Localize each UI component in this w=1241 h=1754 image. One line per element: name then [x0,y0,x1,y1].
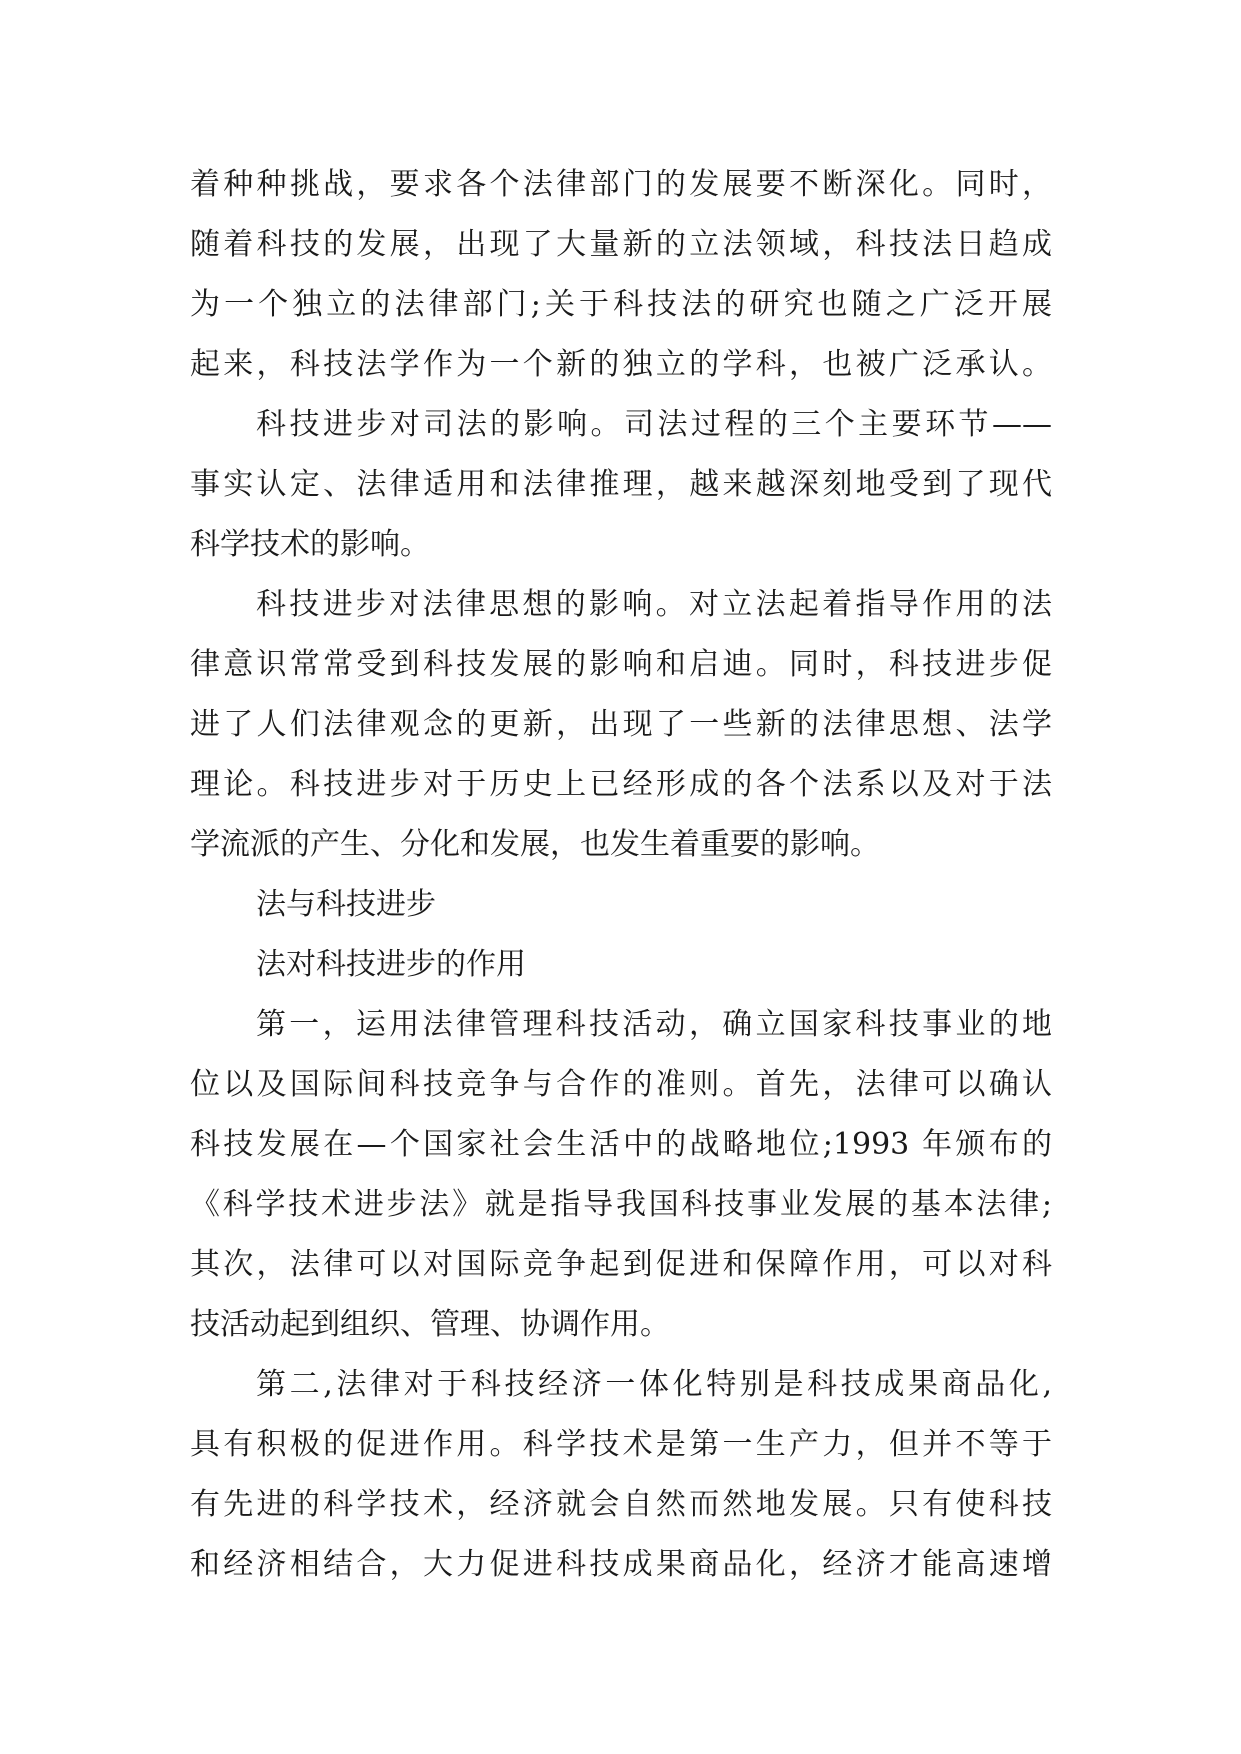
text-line: 着种种挑战，要求各个法律部门的发展要不断深化。同时， [190,167,1052,202]
text-line: 和经济相结合，大力促进科技成果商品化，经济才能高速增 [190,1547,1052,1582]
text-line: 学流派的产生、分化和发展，也发生着重要的影响。 [190,827,880,862]
text-line: 律意识常常受到科技发展的影响和启迪。同时，科技进步促 [190,647,1052,682]
paragraph-second-point [190,1355,1052,1595]
text-line: 科技进步对法律思想的影响。对立法起着指导作用的法 [256,587,1052,622]
document-body [190,155,1052,1595]
text-line: 科学技术的影响。 [190,527,430,562]
text-line: 《科学技术进步法》就是指导我国科技事业发展的基本法律; [190,1187,1052,1222]
text-line: 其次，法律可以对国际竞争起到促进和保障作用，可以对科 [190,1247,1052,1282]
text-line: 科技进步对司法的影响。司法过程的三个主要环节—— [256,407,1052,442]
text-line: 科技发展在—个国家社会生活中的战略地位;1993 年颁布的 [190,1127,1052,1162]
text-line: 随着科技的发展，出现了大量新的立法领域，科技法日趋成 [190,227,1052,262]
text-line: 有先进的科学技术，经济就会自然而然地发展。只有使科技 [190,1487,1052,1522]
text-line: 第二,法律对于科技经济一体化特别是科技成果商品化, [256,1367,1052,1402]
paragraph-first-point [190,995,1052,1355]
paragraph-judicial-impact [190,395,1052,575]
text-line: 为一个独立的法律部门;关于科技法的研究也随之广泛开展 [190,287,1052,322]
text-line: 起来，科技法学作为一个新的独立的学科，也被广泛承认。 [190,347,1052,382]
text-line: 具有积极的促进作用。科学技术是第一生产力，但并不等于 [190,1427,1052,1462]
paragraph-legal-thought-impact [190,575,1052,875]
section-heading: 法与科技进步 [256,887,436,922]
text-line: 技活动起到组织、管理、协调作用。 [190,1307,670,1342]
text-line: 事实认定、法律适用和法律推理，越来越深刻地受到了现代 [190,467,1052,502]
text-line: 进了人们法律观念的更新，出现了一些新的法律思想、法学 [190,707,1052,742]
text-line: 第一，运用法律管理科技活动，确立国家科技事业的地 [256,1007,1052,1042]
subsection-heading: 法对科技进步的作用 [256,947,526,982]
paragraph-law-departments [190,155,1052,395]
text-line: 位以及国际间科技竞争与合作的准则。首先，法律可以确认 [190,1067,1052,1102]
text-line: 理论。科技进步对于历史上已经形成的各个法系以及对于法 [190,767,1052,802]
